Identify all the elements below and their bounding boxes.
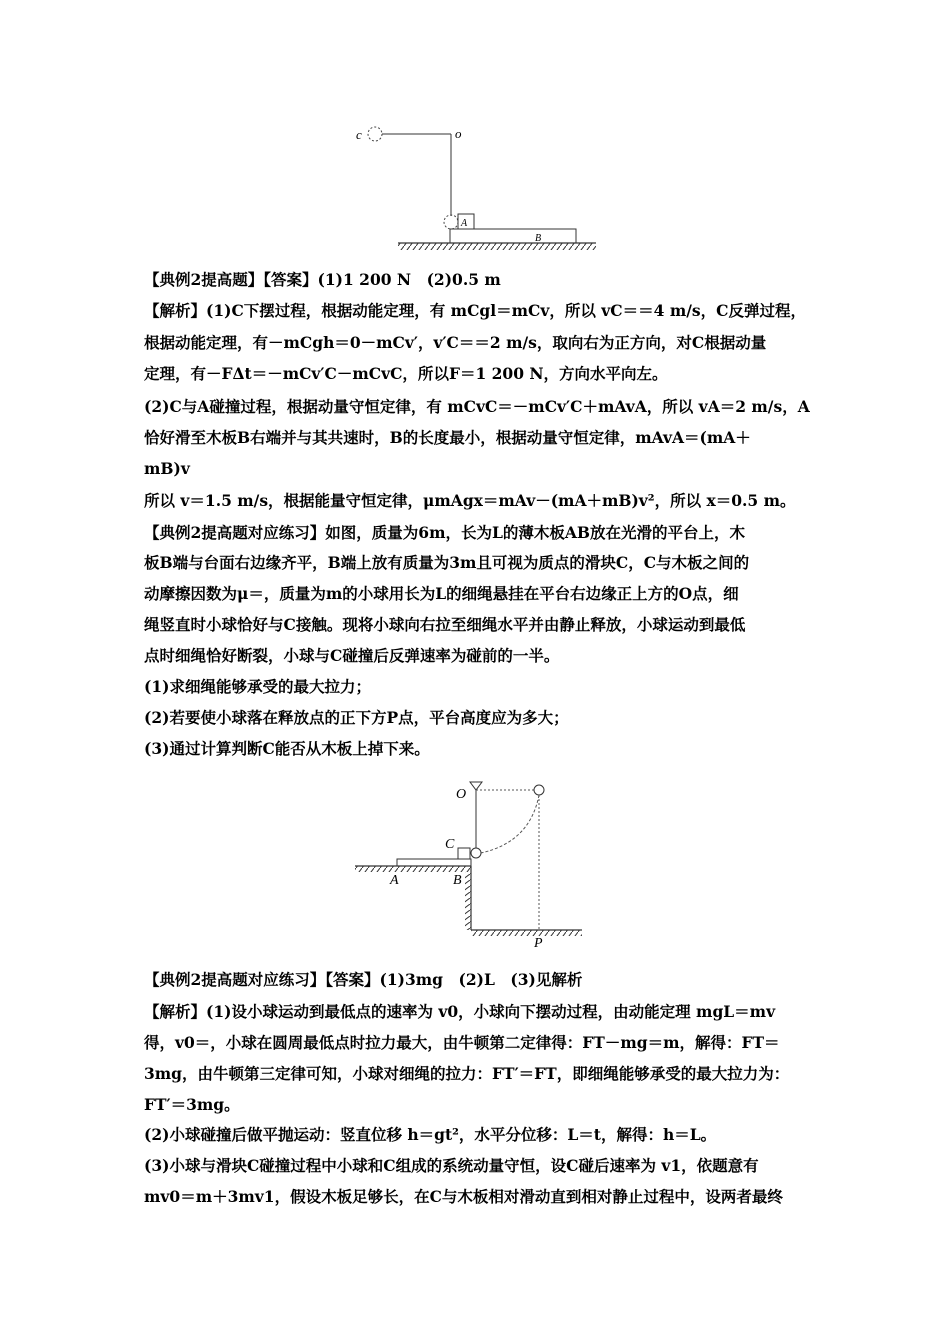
problem-line-5: 点时细绳恰好断裂，小球与C碰撞后反弹速率为碰前的一半。 xyxy=(144,646,560,665)
ball-bottom xyxy=(471,848,481,858)
swing-path xyxy=(481,795,539,853)
solution2-line-7: mv0＝m＋3mv1，假设木板足够长，在C与木板相对滑动直到相对静止过程中，设两者最终 xyxy=(144,1187,783,1206)
label-c: c xyxy=(356,127,362,142)
platform-edge-hatch xyxy=(465,872,471,930)
label-b: B xyxy=(453,873,462,888)
solution-line-2: 根据动能定理，有－mCgh＝0－mCv′，v′C＝＝2 m/s，取向右为正方向，对C根据动量 xyxy=(144,333,767,352)
solution-line-6: mB)v xyxy=(144,459,190,478)
problem-line-2: 板B端与台面右边缘齐平，B端上放有质量为3m且可视为质点的滑块C，C与木板之间的 xyxy=(144,553,750,572)
figure-pendulum-1 xyxy=(350,118,610,258)
solution2-line-5: (2)小球碰撞后做平抛运动：竖直位移 h＝gt²，水平分位移：L＝t，解得：h＝L。 xyxy=(144,1125,717,1144)
lower-ground-hatch xyxy=(471,930,582,936)
label-a: A xyxy=(390,873,399,888)
label-p: P xyxy=(534,936,543,951)
solution-line-5: 恰好滑至木板B右端并与其共速时，B的长度最小，根据动量守恒定律，mAvA＝(mA＋ xyxy=(144,428,751,447)
slider-c xyxy=(458,848,470,859)
ball-c-bottom xyxy=(444,215,458,229)
ground-hatch xyxy=(398,243,596,250)
solution-line-3: 定理，有－FΔt＝－mCv′C－mCvC，所以F＝1 200 N，方向水平向左。 xyxy=(144,364,668,383)
solution2-line-1: 【解析】(1)设小球运动到最低点的速率为 v0，小球向下摆动过程，由动能定理 mgL＝mv xyxy=(144,1002,776,1021)
label-b: B xyxy=(535,233,542,244)
ball-start xyxy=(534,785,544,795)
problem-line-1: 【典例2提高题对应练习】如图，质量为6m，长为L的薄木板AB放在光滑的平台上，木 xyxy=(144,523,745,542)
board-ab xyxy=(397,859,471,866)
label-o: o xyxy=(455,126,462,141)
platform-hatch xyxy=(355,866,471,872)
board-b xyxy=(450,229,576,243)
label-a: A xyxy=(461,218,468,229)
question-1: (1)求细绳能够承受的最大拉力； xyxy=(144,677,371,696)
solution2-line-2: 得，v0＝，小球在圆周最低点时拉力最大，由牛顿第二定律得：FT－mg＝m，解得：FT＝ xyxy=(144,1033,780,1052)
solution-line-1: 【解析】(1)C下摆过程，根据动能定理，有 mCgl＝mCv，所以 vC＝＝4 m/s，C反弹过程， xyxy=(144,301,806,320)
ball-c-start xyxy=(368,127,382,141)
solution2-line-6: (3)小球与滑块C碰撞过程中小球和C组成的系统动量守恒，设C碰后速率为 v1，依题意有 xyxy=(144,1156,759,1175)
figure-pendulum-2 xyxy=(350,772,600,952)
problem-line-4: 绳竖直时小球恰好与C接触。现将小球向右拉至细绳水平并由静止释放，小球运动到最低 xyxy=(144,615,746,634)
label-o: O xyxy=(456,787,467,802)
problem-line-3: 动摩擦因数为μ＝，质量为m的小球用长为L的细绳悬挂在平台右边缘正上方的O点，细 xyxy=(144,584,739,603)
answer-heading-2: 【典例2提高题对应练习】【答案】(1)3mg (2)L (3)见解析 xyxy=(144,970,583,989)
question-3: (3)通过计算判断C能否从木板上掉下来。 xyxy=(144,739,430,758)
question-2: (2)若要使小球落在释放点的正下方P点，平台高度应为多大； xyxy=(144,708,569,727)
solution2-line-3: 3mg，由牛顿第三定律可知，小球对细绳的拉力：FT′＝FT，即细绳能够承受的最大拉力为： xyxy=(144,1064,790,1083)
label-c: C xyxy=(445,837,455,852)
pivot-o xyxy=(470,782,482,790)
solution-line-4: (2)C与A碰撞过程，根据动量守恒定律，有 mCvC＝－mCv′C＋mAvA，所以 vA＝2 m/s，A xyxy=(144,397,810,416)
solution-line-7: 所以 v＝1.5 m/s，根据能量守恒定律，μmAgx＝mAv－(mA＋mB)v²，所以 x＝0.5 m。 xyxy=(144,491,796,510)
answer-heading: 【典例2提高题】【答案】(1)1 200 N (2)0.5 m xyxy=(144,270,501,289)
solution2-line-4: FT′＝3mg。 xyxy=(144,1095,240,1114)
